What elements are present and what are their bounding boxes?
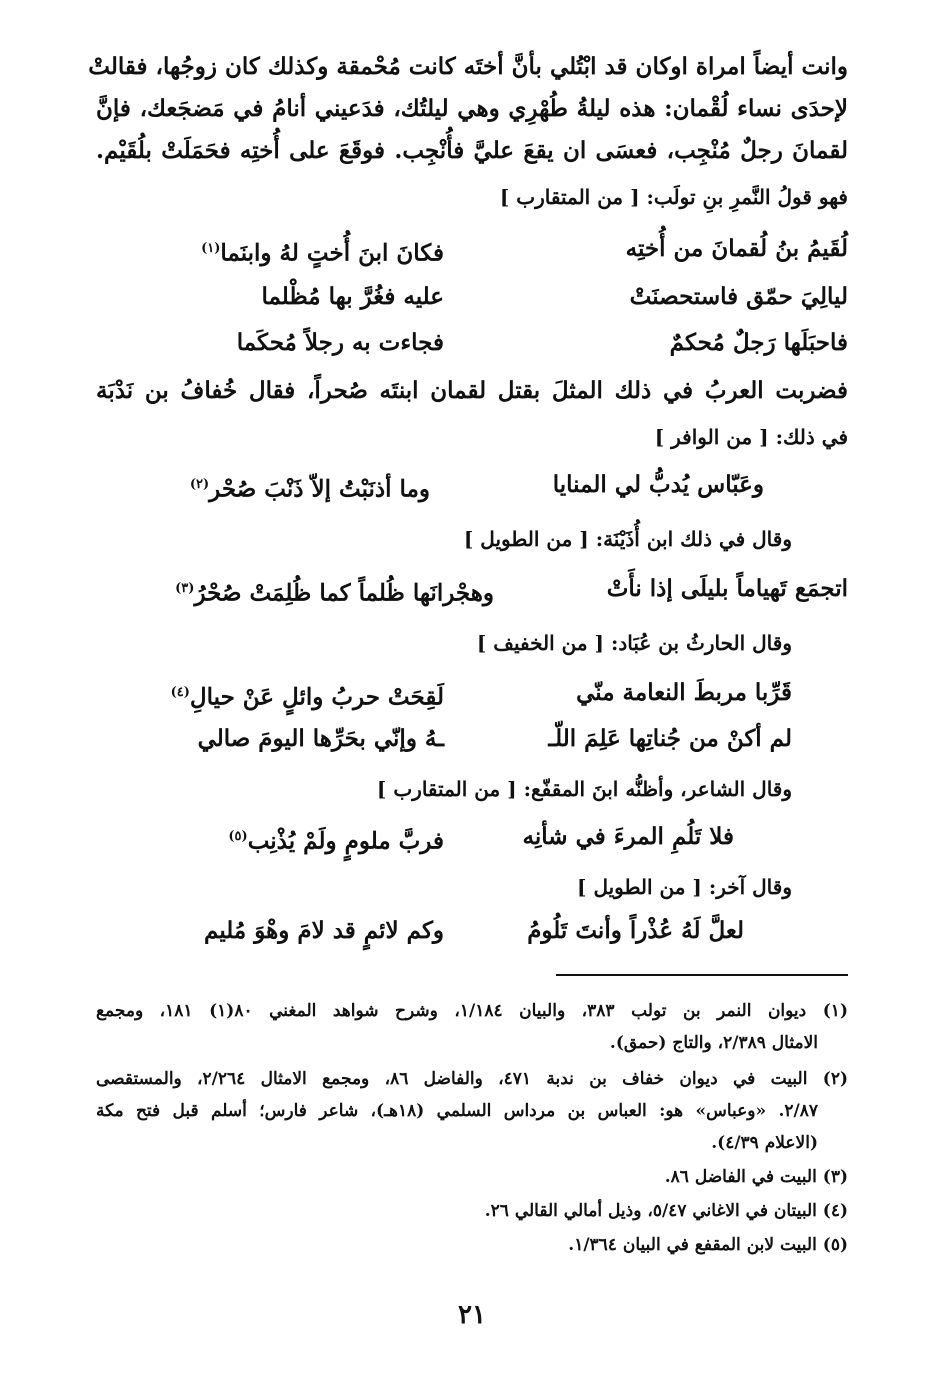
verse-intro-5: وقال الشاعر، وأظنُّه ابنَ المقفّع: [ من المتقارب ] (376, 777, 792, 801)
body-line-4: فضربت العربُ في ذلك المثلَ بقتل لقمان ابنتَه صُحراً، فقال خُفافُ بن نَدْبَة (96, 377, 848, 404)
poem1-verse1-first: لُقَيمُ بنُ لُقمانَ من أُختِه (625, 235, 848, 262)
footnote-3: (٣) البيت في الفاضل ٨٦. (664, 1167, 848, 1187)
footnote-2-line-2: ٢/٨٧. «وعباس» هو: العباس بن مرداس السلمي (١٨هـ)، شاعر فارس؛ أسلم قبل فتح مكة (96, 1101, 818, 1121)
body-line-2: لإحدَى نساء لُقْمان: هذه ليلةُ طُهْرِي وهي ليلتُك، فدَعيني أنامُ في مَضجَعك، فإنَّ (96, 95, 848, 122)
verse-intro-1: فهو قولُ النَّمرِ بنِ تولَب: [ من المتقارب ] (499, 185, 848, 209)
poem6-first: لعلَّ لَهُ عُذْراً وأنتَ تَلُومُ (527, 917, 744, 944)
verse-intro-6: وقال آخر: [ من الطويل ] (577, 875, 792, 899)
footnote-marker-5: (٥) (228, 829, 248, 844)
poem4-verse2-second: ـهُ وإنّي بحَرِّها اليومَ صالي (197, 725, 444, 752)
poem1-verse3-second: فجاءت به رجلاً مُحكَما (236, 329, 444, 356)
poem6-second: وكم لائمٍ قد لامَ وهْوَ مُليم (204, 917, 444, 944)
footnote-2-line-1: (٢) البيت في ديوان خفاف بن ندبة ٤٧١، والفاضل ٨٦، ومجمع الامثال ٢/٢٦٤، والمستقصى (96, 1069, 849, 1089)
poem2-second: وما أذنَبْتُ إلاّ ذَنْبَ صُحْر$^{(٢)}$ (189, 475, 430, 503)
poem1-verse2-second: عليه فغُرَّ بها مُظْلما (261, 283, 444, 310)
poem5-first: فلا تَلُمِ المرءَ في شأنِه (522, 823, 734, 850)
footnote-divider (556, 974, 848, 976)
poem1-verse3-first: فاحبَلَها رَجلٌ مُحكمٌ (669, 329, 848, 356)
poem3-first: اتجمَع تَهياماً بليلَى إذا نأَتْ (606, 575, 848, 602)
footnote-marker-1: (١) (201, 241, 221, 256)
verse-intro-4: وقال الحارثُ بن عُبَاد: [ من الخفيف ] (476, 631, 792, 655)
footnote-1-line-1: (١) ديوان النمر بن تولب ٣٨٣، والبيان ١/١٨٤، وشرح شواهد المغني ٨٠(١) ١٨١، ومجمع (96, 1001, 848, 1021)
footnote-5: (٥) البيت لابن المقفع في البيان ١/٣٦٤. (568, 1235, 848, 1255)
poem4-verse1-first: قَرِّبا مربطَ النعامة منّي (576, 679, 792, 706)
poem3-second: وهجْرانَها ظُلماً كما ظُلِمَتْ صُحْرُ$^{(٣)}$ (175, 579, 494, 607)
verse-intro-2: في ذلك: [ من الوافر ] (654, 425, 848, 449)
poem5-second: فربَّ ملومٍ ولَمْ يُذْنِب$^{(٥)}$ (228, 827, 444, 855)
footnote-1-line-2: الامثال ٢/٣٨٩، والتاج (حمق). (609, 1033, 818, 1053)
page-number: ٢١ (458, 1300, 486, 1330)
footnote-4: (٤) البيتان في الاغاني ٥/٤٧، وذيل أمالي القالي ٢٦. (484, 1201, 848, 1221)
poem2-first: وعَبّاس يُدبُّ لي المنايا (552, 471, 764, 498)
poem1-verse1-second: فكانَ ابنَ أُختٍ لهُ وابنَما$^{(١)}$ (201, 239, 444, 267)
verse-intro-3: وقال في ذلك ابن أُذَيْنَة: [ من الطويل ] (463, 527, 792, 551)
poem1-verse2-first: ليالِيَ حمّق فاستحصنَتْ (629, 283, 848, 310)
body-line-1: وانت أيضاً امراة اوكان قد ابْتُلي بأنَّ أختَه كانت مُحْمقة وكذلك كان زوجُها، فقالتْ (88, 53, 848, 80)
footnote-marker-4: (٤) (170, 685, 190, 700)
body-line-3: لقمانَ رجلٌ مُنْجِب، فعسَى ان يقعَ عليَّ فأُنْجِب. فوقَعَ على أُختِه فحَمَلَتْ بلُقَيْم. (96, 137, 848, 164)
poem4-verse1-second: لَقِحَتْ حربُ وائلٍ عَنْ حيالِ$^{(٤)}$ (170, 683, 444, 711)
poem4-verse2-first: لم أكنْ من جُناتِها عَلِمَ اللّـ (548, 725, 792, 752)
footnote-2-line-3: (الاعلام ٤/٣٩). (711, 1133, 818, 1153)
footnote-marker-2: (٢) (189, 477, 210, 492)
footnote-marker-3: (٣) (175, 581, 195, 596)
